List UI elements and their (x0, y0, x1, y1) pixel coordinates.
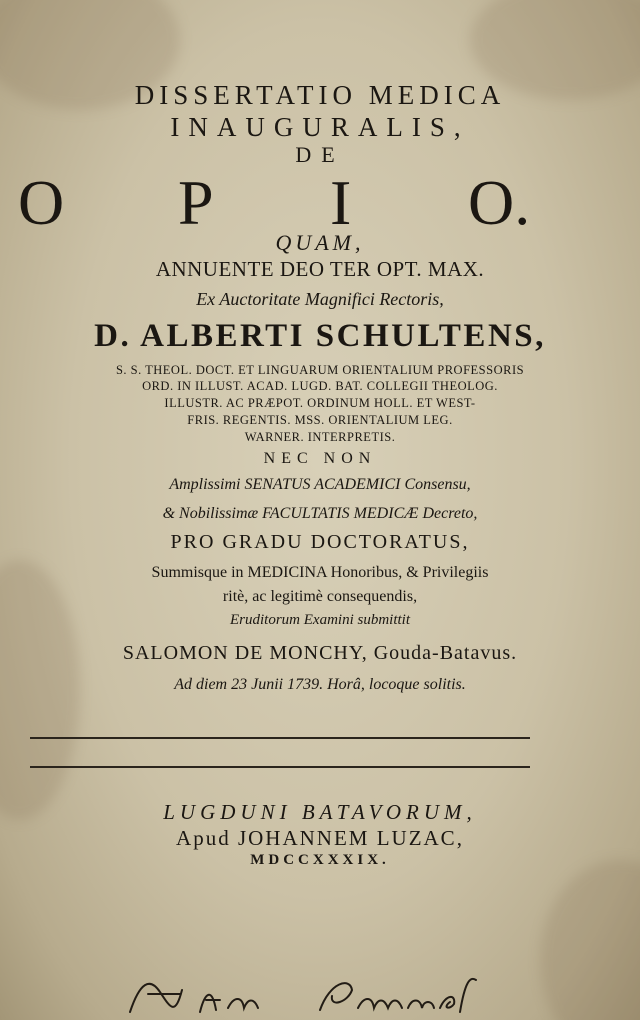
imprint-year: MDCCXXXIX. (250, 852, 390, 868)
rector-title-line: FRIS. REGENTIS. MSS. ORIENTALIUM LEG. (187, 413, 453, 427)
imprint-place: LUGDUNI BATAVORUM, (163, 800, 477, 824)
subject-letter: O. (468, 167, 531, 238)
divider-rule (30, 766, 530, 768)
rector-title-line: WARNER. INTERPRETIS. (244, 430, 396, 444)
rector-name: D. ALBERTI SCHULTENS, (94, 318, 546, 354)
facultatis-line: & Nobilissimæ FACULTATIS MEDICÆ Decreto, (162, 505, 478, 522)
eruditorum-line: Eruditorum Examini submittit (230, 612, 410, 628)
handwritten-signature (120, 972, 480, 1020)
date-line: Ad diem 23 Junii 1739. Horâ, locoque solitis. (174, 676, 466, 693)
paper-stain (540, 860, 640, 1020)
divider-rule (30, 737, 530, 739)
senatus-line: Amplissimi SENATUS ACADEMICI Consensu, (169, 476, 471, 493)
rite-line: ritè, ac legitimè consequendis, (222, 588, 418, 605)
title-line-dissertatio: DISSERTATIO MEDICA (134, 80, 506, 110)
summisque-line: Summisque in MEDICINA Honoribus, & Privilegiis (151, 564, 489, 581)
rector-title-line: ORD. IN ILLUST. ACAD. LUGD. BAT. COLLEGII THEOLOG. (142, 379, 498, 393)
subject-letter: P (178, 167, 214, 238)
nec-non-line: NEC NON (263, 450, 377, 467)
rector-title-line: S. S. THEOL. DOCT. ET LINGUARUM ORIENTALIUM PROFESSORIS (115, 363, 525, 377)
auctoritate-line: Ex Auctoritate Magnifici Rectoris, (196, 289, 444, 309)
title-line-de: DE (295, 142, 345, 167)
annuente-line: ANNUENTE DEO TER OPT. MAX. (155, 257, 485, 281)
title-subject (0, 168, 640, 238)
subject-letter: I (330, 167, 352, 238)
rector-title-line: ILLUSTR. AC PRÆPOT. ORDINUM HOLL. ET WEST- (164, 396, 476, 410)
quam-line: QUAM, (275, 230, 365, 255)
title-line-inauguralis: INAUGURALIS, (170, 112, 470, 142)
imprint-printer: Apud JOHANNEM LUZAC, (176, 826, 464, 850)
author-line: SALOMON DE MONCHY, Gouda-Batavus. (122, 642, 518, 664)
subject-letter: O (18, 167, 65, 238)
pro-gradu-line: PRO GRADU DOCTORATUS, (170, 531, 470, 553)
